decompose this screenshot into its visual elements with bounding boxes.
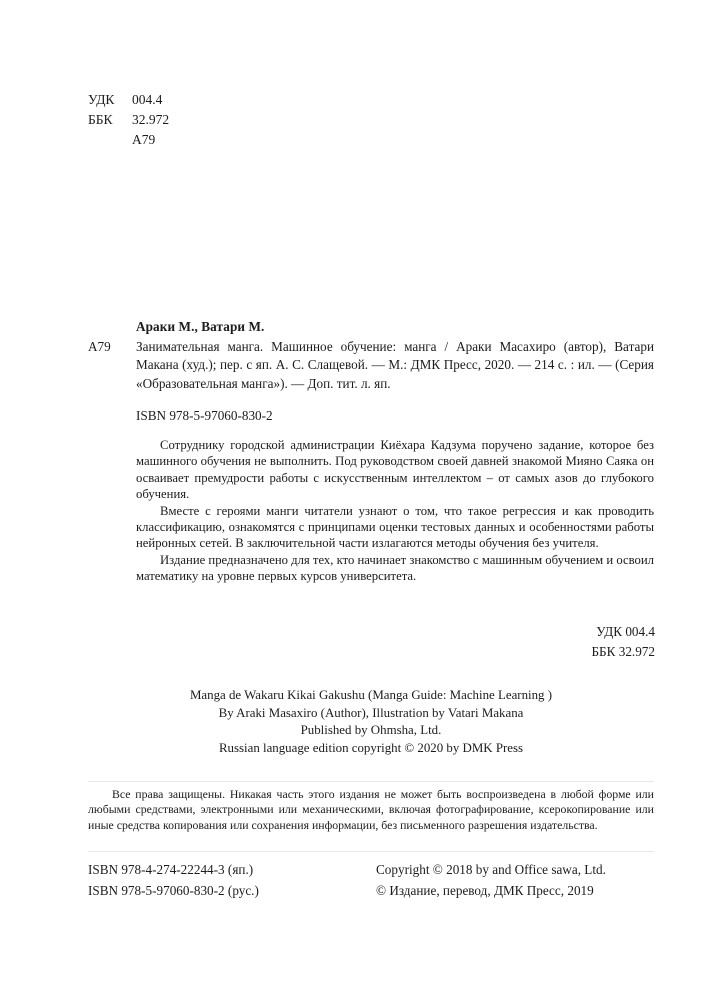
bbk-value: 32.972	[132, 112, 170, 127]
udk-right-line: УДК 004.4	[596, 624, 655, 639]
classification-row-udk	[88, 90, 169, 110]
annotation-paragraph: Сотруднику городской администрации Киёхара Кадзума поручено задание, которое без машинного обучения не выполнить. Под руководством своей давней знакомой Мияно Саяка он осваивает премудрости работы с искусственным интеллектом – от самых азов до глубокого обучения.	[136, 438, 654, 502]
isbn-russian: ISBN 978-5-97060-830-2 (рус.)	[88, 883, 259, 898]
classification-row-author-index	[88, 130, 169, 150]
rights-reserved-notice: Все права защищены. Никакая часть этого издания не может быть воспроизведена в любой форме или любыми средствами, электронными или механическими, включая фотографирование, ксерокопирование или иные средства копирования или сохранения информации, без письменного разрешения издательства.	[88, 787, 654, 832]
author-index-value: А79	[132, 132, 156, 147]
biblio-index: А79	[88, 338, 111, 354]
annotation-paragraph: Вместе с героями манги читатели узнают о том, что такое регрессия и как проводить классификацию, ознакомятся с принципами оценки тестовых данных и особенностями работы нейронных сетей. В заключительной части излагаются методы обучения без учителя.	[136, 503, 654, 551]
isbn-japanese: ISBN 978-4-274-22244-3 (яп.)	[88, 862, 254, 877]
isbn-primary: ISBN 978-5-97060-830-2	[136, 408, 273, 424]
copyright-english: Copyright © 2018 by and Office sawa, Ltd.	[376, 862, 606, 877]
classification-codes-top	[88, 90, 169, 150]
udk-label: УДК	[88, 92, 115, 107]
classification-row-bbk	[88, 110, 169, 130]
bbk-label: ББК	[88, 112, 113, 127]
original-edition-credits	[88, 687, 654, 757]
copyright-russian: © Издание, перевод, ДМК Пресс, 2019	[376, 883, 594, 898]
biblio-description: Занимательная манга. Машинное обучение: манга / Араки Масахиро (автор), Ватари Макана (худ.); пер. с яп. А. С. Слащевой. — М.: ДМК Пресс, 2020. — 214 с. : ил. — (Серия «Образовательная манга»). — Доп. тит. л. яп.	[136, 338, 654, 391]
biblio-description-row	[88, 338, 654, 394]
credits-publisher: Published by Ohmsha, Ltd.	[300, 723, 442, 738]
credits-original-title: Manga de Wakaru Kikai Gakushu (Manga Guide: Machine Learning )	[189, 688, 553, 702]
annotation-paragraph: Издание предназначено для тех, кто начинает знакомство с машинным обучением и освоил математику на уровне первых курсов университета.	[136, 552, 654, 584]
credits-authorship: By Araki Masaxiro (Author), Illustration by Vatari Makana	[218, 705, 524, 720]
biblio-authors: Араки М., Ватари М.	[136, 319, 265, 334]
copyright-column	[376, 859, 654, 901]
isbn-column	[88, 859, 376, 901]
classification-codes-right	[591, 622, 655, 662]
author-index-label	[88, 130, 132, 150]
credits-russian-copyright: Russian language edition copyright © 2020 by DMK Press	[218, 740, 524, 755]
udk-value: 004.4	[132, 92, 163, 107]
isbn-copyright-block	[88, 859, 654, 901]
bibliographic-record	[88, 318, 654, 426]
bbk-right-line: ББК 32.972	[591, 644, 655, 659]
divider-above-legal	[88, 781, 654, 782]
divider-below-legal	[88, 851, 654, 852]
annotation-block	[136, 437, 654, 585]
